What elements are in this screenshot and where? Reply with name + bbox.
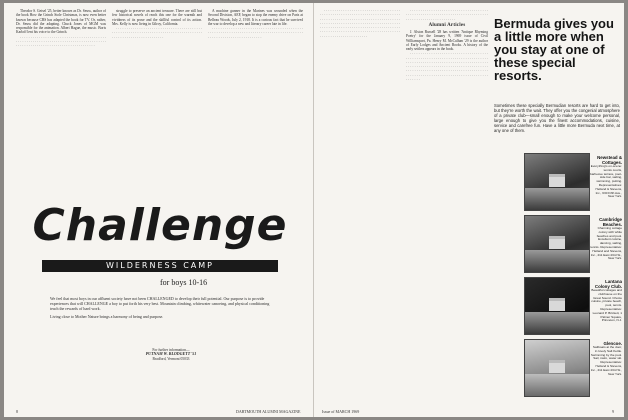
resort-photo	[524, 215, 590, 273]
magazine-spread	[4, 3, 624, 417]
page-number-right: 9	[612, 409, 614, 414]
bermuda-ad-intro: Sometimes these specially Bermudian resorts are hard to get into, but they're worth the wait. They offer you the congenial atmosphere of a private club—small enough to make your welcome personal, large enough to give you the finest accommodations, cuisine, service and carefree fun. Have a little more Bermuda next time, at any one of them.	[494, 103, 620, 133]
article-column-5: · · · · · · · · · · · · · · · · · · · · · · · · · · · · · · · · · · · · · · · · · · · · · · · · · · · · · · · · · · · · · · · · · · · · · · · · · · · · · · · · · · · · · · · · · · · · · · · · · · · · Alumni Articles J. Alston Russell '28 has written 'Antique Rhyming Poetry' for the January 9, 1969 issue of Civil Williamsport, Pa. Henry M. McCallum '29 is the author of Early Lodges and Ancient Books. A history of the early settlers appears in the book. · · · · · · · · · · · · · · · · · · · · · · · · · · · · · · · · · · · · · · · · · · · · · · · · · · · · · · · · · · · · · · · · · · · · · · · · · · · · · · · · · · · · · · · · · · · · · · · · · · · · · · · · · · · · · · · · · · · · · · · · · · · · · · · · · · · · · · · · · · · · · · · · · · · · · · · · · · · · · · · · · · · · · · · · · · · · · · · · · · · · · · · · · · · · · · · · · · · · · · · · · · · · · · · · · · · · · · · · · · · · · · · · · · · · · · · · · · · · · · ·	[406, 9, 488, 82]
contact-name: PUTNAM W. BLODGETT '51	[145, 351, 197, 357]
article-column-2: struggle to preserve an ancient treasure. There are still but few historical novels of reach this one for the warmth and vividness of its prose and the skillful control of its action. Mrs. Kelly is now living in Gilroy, California. · · · · · · · · · · · · · · · · · · · · · · · · · · · · · · · · · · · · · · · · · · · · · · · · · · · · · · · · · · · · · · · · · · · · · · · · · · · · · · · · · · · · · · · · · · · · · · · · · · · · · · · · · · · · ·	[112, 9, 202, 40]
resort-description: Everything's on-scene: tennis courts, barbecue terrace, pool-side bar, sailing, swimming, putting. Representatives: Hetland & Stevens, Inc., 630 Fifth Ave., New York.	[590, 164, 622, 199]
resort-description: Beautiful cottages and clubhouse on the Great Sound. Choice cuisine, private beach, pool, tennis. Representative: Leonard P. Brickett, 1 Palmer Square, Princeton, N.J.	[591, 288, 622, 323]
article-column-1: Theodor S. Geisel '25, better known as Dr. Seuss, author of the book How the Grinch Stole Christmas, is now even better known because CBS has adapted the book for TV. Or, rather, Dr. Seuss did the adapting. Chuck Jones of MGM was responsible for the animation. Albert Hague, the music. Boris Karloff lent his voice to the Grinch. · · · · · · · · · · · · · · · · · · · · · · · · · · · · · · · · · · · · · · · · · · · · · · · · · · · · · · · · · · · · · · · · · · · · · · · · · · · · · · · · · · · · · · · · · · · · · · · · · · · · · · · · · · · · · · · · · · · · · · · · · ·	[16, 9, 106, 49]
ad-headline: Challenge	[32, 200, 288, 251]
column-text: Theodor S. Geisel '25, better known as Dr. Seuss, author of the book How the Grinch Stole Christmas, is now even better known because CBS has adapted the book for TV. Or, rather, Dr. Seuss did the adapting. Chuck Jones of MGM was responsible for the animation. Albert Hague, the music. Boris Karloff lent his voice to the Grinch.	[16, 9, 106, 35]
resort-photo	[524, 153, 590, 211]
section-heading: Alumni Articles	[428, 22, 466, 28]
issue-date: Issue of MARCH 1969	[322, 409, 360, 414]
resort-text	[590, 341, 622, 376]
article-column-4: · · · · · · · · · · · · · · · · · · · · · · · · · · · · · · · · · · · · · · · · · · · · · · · · · · · · · · · · · · · · · · · · · · · · · · · · · · · · · · · · · · · · · · · · · · · · · · · · · · · · · · · · · · · · · · · · · · · · · · · · · · · · · · · · · · · · · · · · · · · · · · · · · · · · · · · · · · · · · · · · · · · · · · · · · · · · · · · · · · · · · · · · · · · · · · · · · · · · · · · · · · · · · · · · · · · · · · · · · · · · · · · · · · · · · · · · · · · · · · · · · · · · · · · · ·	[320, 9, 400, 39]
challenge-camp-ad	[20, 198, 300, 398]
column-text: J. Alston Russell '28 has written 'Antique Rhyming Poetry' for the January 9, 1969 issue of Civil Williamsport, Pa. Henry M. McCallum '29 is the author of Early Lodges and Ancient Books. A history of the early settlers appears in the book.	[406, 30, 488, 51]
column-text: struggle to preserve an ancient treasure. There are still but few historical novels of reach this one for the warmth and vividness of its prose and the skillful control of its action. Mrs. Kelly is now living in Gilroy, California.	[112, 9, 202, 26]
ad-paragraph: Living close to Mother Nature brings a harmony of being and purpose.	[50, 314, 164, 319]
resort-name: Newstead & Cottages.	[597, 155, 622, 165]
contact-intro: For further information—	[152, 348, 190, 352]
ad-tagline-band: WILDERNESS CAMP	[42, 260, 278, 272]
column-text: A machine gunner in the Marines was wounded when the Second Division, AEF, began to stop the enemy drive on Paris at Belleau Woods, July 2, 1918. It is a curious fact that he survived the war to develop a new and literary career late in life.	[208, 9, 303, 26]
ad-contact-block	[116, 348, 226, 361]
resort-name: Cambridge Beaches.	[599, 217, 622, 227]
contact-address: Bradford, Vermont 05033	[152, 356, 190, 361]
ad-paragraph: We feel that most boys in our affluent society have not been CHALLENGED to develop their full potential. Our purpose is to provide experiences that will CHALLENGE a boy to put forth his very best. Mountain climbing, whitewater canoeing, and physical conditioning teach the rewards of hard work.	[50, 296, 270, 311]
article-column-3: A machine gunner in the Marines was wounded when the Second Division, AEF, began to stop the enemy drive on Paris at Belleau Woods, July 2, 1918. It is a curious fact that he survived the war to develop a new and literary career late in life. · · · · · · · · · · · · · · · · · · · · · · · · · · · · · · · · · · · · · · · · · · · · · · · · · · · · · · · · · · · · · · · · · · · · · · · · · · · · · · · · · · · · · · · · · · · · · · · · · · · · · · · · · · · · · · · · · ·	[208, 9, 303, 40]
resort-description: Charming cottage colony with white beaches and pool. Excellent cuisine, dancing, sailing, tennis. Representative: Hetland and Stevens, Inc., 211 East 43rd St., New York.	[590, 226, 622, 261]
resort-photo	[524, 339, 590, 397]
resort-photo	[524, 277, 590, 335]
resort-name: Glencoe.	[603, 341, 622, 346]
left-page	[4, 3, 314, 417]
magazine-name: DARTMOUTH ALUMNI MAGAZINE	[236, 409, 301, 414]
resort-name: Lantana Colony Club.	[594, 279, 622, 289]
ad-age-range: for boys 10-16	[160, 278, 208, 287]
resort-text	[590, 217, 622, 261]
bermuda-ad-headline: Bermuda gives you a little more when you stay at one of these special resorts.	[494, 16, 614, 83]
page-number-left: 8	[16, 409, 18, 414]
resort-description: Sailboats at the door, in lovely Salt Kettle. Swimming by the pool. Sail, swim, water ski. Representative: Hetland & Stevens, Inc., 211 East 43rd St., New York.	[590, 345, 622, 376]
resort-text	[590, 155, 622, 199]
resort-text	[590, 279, 622, 323]
right-page	[314, 3, 624, 417]
ad-body	[50, 296, 275, 322]
